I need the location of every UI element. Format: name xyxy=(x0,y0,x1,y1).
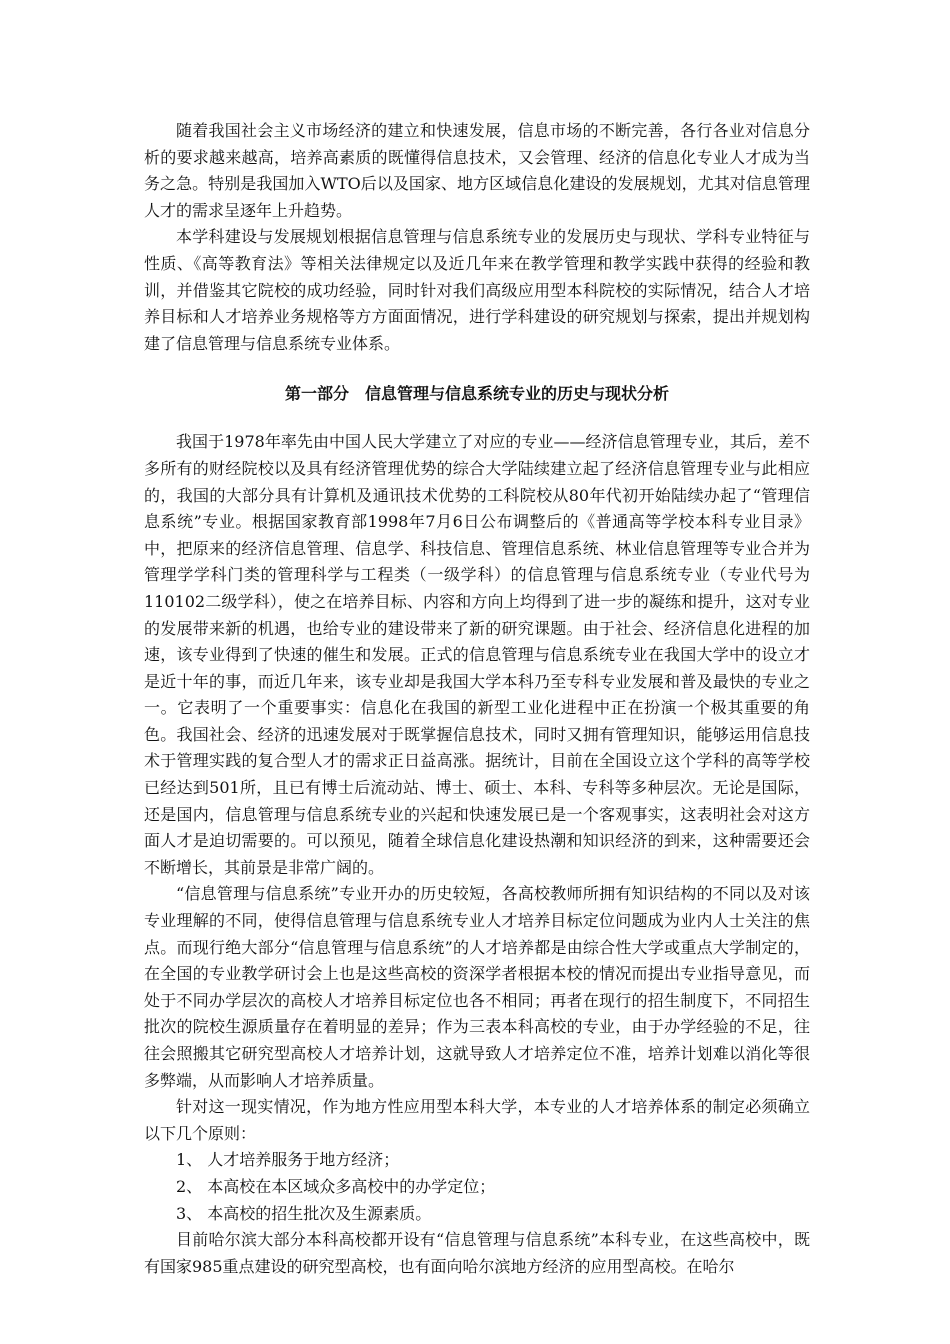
intro-paragraph: 本学科建设与发展规划根据信息管理与信息系统专业的发展历史与现状、学科专业特征与性质、《高等教育法》等相关法律规定以及近几年来在教学管理和教学实践中获得的经验和教训，并借鉴其它院校的成功经验，同时针对我们高级应用型本科院校的实际情况，结合人才培养目标和人才培养业务规格等方方面面情况，进行学科建设的研究规划与探索，提出并规划构建了信息管理与信息系统专业体系。 xyxy=(144,227,810,353)
principle-item: 3、 本高校的招生批次及生源素质。 xyxy=(176,1203,432,1223)
body-paragraph: 针对这一现实情况，作为地方性应用型本科大学，本专业的人才培养体系的制定必须确立以下几个原则： xyxy=(144,1097,810,1143)
section-heading: 第一部分 信息管理与信息系统专业的历史与现状分析 xyxy=(284,384,669,404)
principle-item: 1、 人才培养服务于地方经济； xyxy=(176,1150,400,1170)
principle-item: 2、 本高校在本区域众多高校中的办学定位； xyxy=(176,1176,496,1196)
intro-paragraph: 随着我国社会主义市场经济的建立和快速发展，信息市场的不断完善，各行各业对信息分析的要求越来越高，培养高素质的既懂得信息技术，又会管理、经济的信息化专业人才成为当务之急。特别是我国加入WTO后以及国家、地方区域信息化建设的发展规划，尤其对信息管理人才的需求呈逐年上升趋势。 xyxy=(144,121,810,220)
body-paragraph: 我国于1978年率先由中国人民大学建立了对应的专业——经济信息管理专业，其后，差不多所有的财经院校以及具有经济管理优势的综合大学陆续建立起了经济信息管理专业与此相应的，我国的大部分具有计算机及通讯技术优势的工科院校从80年代初开始陆续办起了“管理信息系统”专业。根据国家教育部1998年7月6日公布调整后的《普通高等学校本科专业目录》中，把原来的经济信息管理、信息学、科技信息、管理信息系统、林业信息管理等专业合并为管理学学科门类的管理科学与工程类（一级学科）的信息管理与信息系统专业（专业代号为110102二级学科），使之在培养目标、内容和方向上均得到了进一步的凝练和提升，这对专业的发展带来新的机遇，也给专业的建设带来了新的研究课题。由于社会、经济信息化进程的加速，该专业得到了快速的催生和发展。正式的信息管理与信息系统专业在我国大学中的设立才是近十年的事，而近几年来，该专业却是我国大学本科乃至专科专业发展和普及最快的专业之一。它表明了一个重要事实：信息化在我国的新型工业化进程中正在扮演一个极其重要的角色。我国社会、经济的迅速发展对于既掌握信息技术，同时又拥有管理知识，能够运用信息技术于管理实践的复合型人才的需求正日益高涨。据统计，目前在全国设立这个学科的高等学校已经达到501所，且已有博士后流动站、博士、硕士、本科、专科等多种层次。无论是国际，还是国内，信息管理与信息系统专业的兴起和快速发展已是一个客观事实，这表明社会对这方面人才是迫切需要的。可以预见，随着全球信息化建设热潮和知识经济的到来，这种需要还会不断增长，其前景是非常广阔的。 xyxy=(144,432,810,877)
body-paragraph: “信息管理与信息系统”专业开办的历史较短，各高校教师所拥有知识结构的不同以及对该专业理解的不同，使得信息管理与信息系统专业人才培养目标定位问题成为业内人士关注的焦点。而现行绝大部分“信息管理与信息系统”的人才培养都是由综合性大学或重点大学制定的，在全国的专业教学研讨会上也是这些高校的资深学者根据本校的情况而提出专业指导意见，而处于不同办学层次的高校人才培养目标定位也各不相同；再者在现行的招生制度下，不同招生批次的院校生源质量存在着明显的差异；作为三表本科高校的专业，由于办学经验的不足，往往会照搬其它研究型高校人才培养计划，这就导致人才培养定位不准，培养计划难以消化等很多弊端，从而影响人才培养质量。 xyxy=(144,884,810,1090)
closing-paragraph: 目前哈尔滨大部分本科高校都开设有“信息管理与信息系统”本科专业，在这些高校中，既有国家985重点建设的研究型高校，也有面向哈尔滨地方经济的应用型高校。在哈尔 xyxy=(144,1230,810,1276)
document-page xyxy=(144,118,810,1280)
